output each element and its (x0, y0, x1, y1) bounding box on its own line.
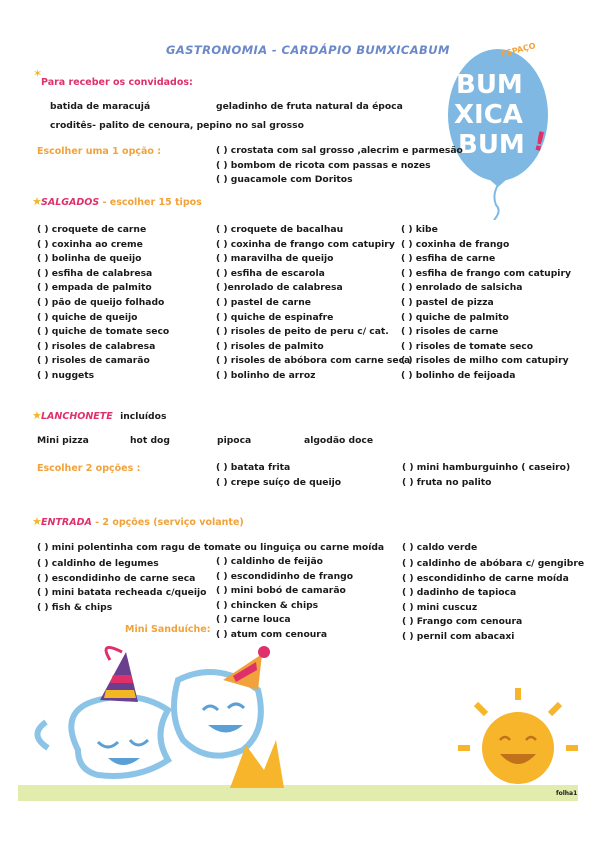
menu-item[interactable]: ( ) esfiha de calabresa (37, 267, 153, 279)
option-item[interactable]: ( ) batata frita (216, 462, 291, 473)
menu-item[interactable]: ( ) quiche de tomate seco (37, 326, 170, 338)
menu-item[interactable]: ( ) esfiha de frango com catupiry (401, 267, 571, 279)
option-item[interactable]: ( ) guacamole com Doritos (216, 174, 353, 186)
entrada-col3 (402, 557, 584, 645)
menu-item[interactable]: ( ) risoles de tomate seco (401, 340, 534, 352)
menu-item[interactable]: ( ) chincken & chips (216, 599, 319, 611)
lanchonete-title: LANCHONETE (41, 411, 113, 422)
menu-item[interactable]: ( ) risoles de carne (401, 326, 499, 338)
menu-item[interactable]: ( ) carne louca (216, 614, 291, 626)
salgados-header: SALGADOS - escolher 15 tipos (41, 197, 202, 208)
receber-item-3: croditês- palito de cenoura, pepino no sal grosso (50, 120, 304, 131)
lanchonete-item: pipoca (217, 435, 252, 446)
salgados-title: SALGADOS (41, 197, 100, 208)
menu-item[interactable]: ( ) maravilha de queijo (216, 253, 334, 265)
menu-item[interactable]: ( ) quiche de queijo (37, 311, 138, 323)
menu-item[interactable]: ( ) escondidinho de carne moída (402, 572, 569, 584)
menu-item[interactable]: ( ) coxinha de frango (401, 238, 510, 250)
receber-label: Para receber os convidados: (41, 77, 193, 88)
menu-item[interactable]: ( ) mini polentinha com ragu de tomate ou linguiça ou carne moída (37, 542, 385, 553)
logo-mark: ! (530, 126, 549, 159)
salgados-col1 (37, 223, 169, 384)
menu-item[interactable]: ( ) esfiha de escarola (216, 267, 325, 279)
menu-item[interactable]: ( ) coxinha ao creme (37, 238, 143, 250)
menu-item[interactable]: ( ) kibe (401, 224, 438, 235)
lanchonete-opts-a (216, 461, 341, 490)
lanchonete-subtitle: incluídos (120, 411, 167, 422)
footer-label: folha1 (556, 790, 578, 797)
lanchonete-opts-b (402, 461, 570, 490)
menu-item[interactable]: ( ) Frango com cenoura (402, 616, 523, 628)
logo-line3: BUM (458, 130, 525, 160)
menu-item[interactable]: ( ) risoles de palmito (216, 340, 324, 352)
escolher1-label: Escolher uma 1 opção : (37, 146, 162, 157)
menu-item[interactable]: ( ) esfiha de carne (401, 253, 496, 265)
star-icon: ✶ (33, 67, 43, 80)
menu-item[interactable]: ( ) pernil com abacaxi (402, 630, 515, 642)
option-item[interactable]: ( ) fruta no palito (402, 476, 492, 488)
menu-item[interactable]: ( ) coxinha de frango com catupiry (216, 238, 395, 250)
sun-icon (458, 688, 578, 784)
menu-item[interactable]: ( ) nuggets (37, 369, 95, 381)
menu-item[interactable]: ( ) croquete de carne (37, 224, 147, 235)
menu-item[interactable]: ( ) mini cuscuz (402, 601, 478, 613)
menu-item[interactable]: ( ) bolinho de feijoada (401, 369, 516, 381)
menu-item[interactable]: ( ) escondidinho de frango (216, 570, 354, 582)
option-item[interactable]: ( ) mini hamburguinho ( caseiro) (402, 462, 571, 473)
option-item[interactable]: ( ) crostata com sal grosso ,alecrim e parmesão (216, 145, 463, 156)
menu-item[interactable]: ( ) caldinho de feijão (216, 556, 323, 567)
salgados-col3 (401, 223, 571, 384)
receber-item-2: geladinho de fruta natural da época (216, 101, 403, 112)
entrada-col2 (216, 555, 353, 643)
escolher1-options (216, 144, 463, 188)
menu-item[interactable]: ( ) enrolado de salsicha (401, 282, 523, 294)
menu-item[interactable]: ( ) risoles de peito de peru c/ cat. (216, 326, 389, 338)
lanchonete-item: Mini pizza (37, 435, 89, 446)
menu-item[interactable]: ( ) fish & chips (37, 601, 113, 613)
menu-item[interactable]: ( ) escondidinho de carne seca (37, 572, 196, 584)
menu-item[interactable]: ( ) mini batata recheada c/queijo (37, 587, 207, 599)
logo-top: ESPAÇO (500, 41, 537, 59)
lanchonete-item: algodão doce (304, 435, 374, 446)
salgados-col2 (216, 223, 410, 384)
menu-item[interactable]: ( ) pastel de carne (216, 296, 311, 308)
page-title: GASTRONOMIA - CARDÁPIO BUMXICABUM (166, 43, 450, 57)
menu-item[interactable]: ( ) bolinho de arroz (216, 369, 316, 381)
mini-sanduiche-label: Mini Sanduíche: (125, 624, 211, 635)
star-icon: ★ (32, 195, 42, 208)
menu-item[interactable]: ( ) pão de queijo folhado (37, 296, 165, 308)
menu-item[interactable]: ( ) bolinha de queijo (37, 253, 142, 265)
menu-item[interactable]: ( ) risoles de camarão (37, 355, 150, 367)
menu-item[interactable]: ( ) caldinho de abóbara c/ gengibre (402, 558, 585, 569)
receber-item-1: batida de maracujá (50, 101, 151, 112)
entrada-title: ENTRADA (41, 517, 92, 528)
menu-item[interactable]: ( ) risoles de abóbora com carne seca (216, 355, 411, 367)
star-icon: ★ (32, 409, 42, 422)
menu-item[interactable]: ( ) risoles de milho com catupiry (401, 355, 569, 367)
menu-item[interactable]: ( ) atum com cenoura (216, 628, 328, 640)
entrada-col1 (37, 557, 206, 615)
logo-line1: BUM (456, 70, 523, 100)
entrada-subtitle: 2 opções (serviço volante) (102, 517, 244, 528)
menu-item[interactable]: ( ) risoles de calabresa (37, 340, 156, 352)
menu-item[interactable]: ( ) empada de palmito (37, 282, 152, 294)
menu-item[interactable]: ( ) mini bobó de camarão (216, 585, 346, 597)
menu-item[interactable]: ( ) croquete de bacalhau (216, 224, 344, 235)
option-item[interactable]: ( ) bombom de ricota com passas e nozes (216, 159, 431, 171)
salgados-subtitle: escolher 15 tipos (109, 197, 202, 208)
star-icon: ★ (32, 515, 42, 528)
bumxicabum-logo (440, 35, 560, 220)
menu-item[interactable]: ( ) pastel de pizza (401, 296, 494, 308)
menu-item[interactable]: ( ) caldinho de legumes (37, 558, 159, 569)
lanchonete-escolher-label: Escolher 2 opções : (37, 463, 141, 474)
menu-item[interactable]: ( )enrolado de calabresa (216, 282, 343, 294)
menu-item[interactable]: ( ) caldo verde (402, 542, 478, 553)
menu-item[interactable]: ( ) dadinho de tapioca (402, 587, 517, 599)
party-illustration (18, 640, 578, 820)
menu-item[interactable]: ( ) quiche de espinafre (216, 311, 334, 323)
logo-line2: XICA (454, 100, 523, 130)
option-item[interactable]: ( ) crepe suíço de queijo (216, 476, 342, 488)
entrada-header: ENTRADA - 2 opções (serviço volante) (41, 517, 244, 528)
lanchonete-item: hot dog (130, 435, 170, 446)
lanchonete-header (41, 411, 166, 422)
menu-item[interactable]: ( ) quiche de palmito (401, 311, 509, 323)
